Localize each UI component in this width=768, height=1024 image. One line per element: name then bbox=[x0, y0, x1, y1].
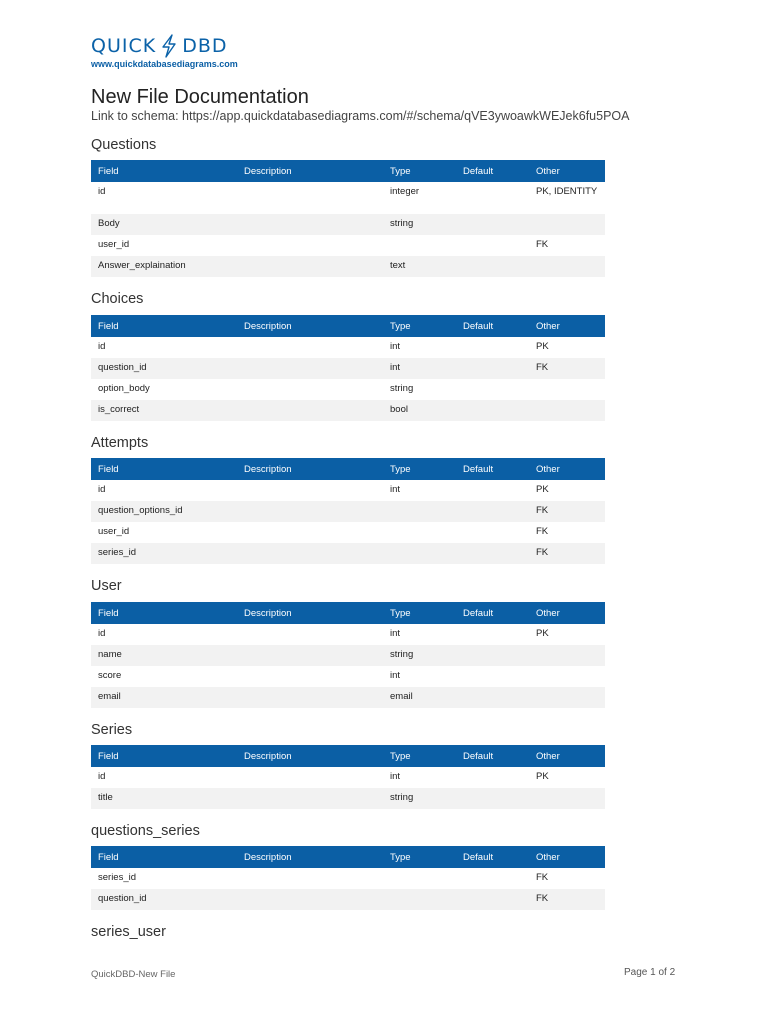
table-row bbox=[91, 256, 605, 277]
page-title: New File Documentation bbox=[91, 86, 309, 108]
field-cell: user_id bbox=[98, 526, 130, 537]
field-cell: id bbox=[98, 771, 106, 782]
section-title-choices: Choices bbox=[91, 291, 144, 307]
default-cell bbox=[456, 182, 529, 214]
other-cell: FK bbox=[536, 239, 549, 250]
type-cell: int bbox=[390, 628, 401, 639]
description-cell bbox=[237, 645, 383, 666]
column-header: Other bbox=[529, 458, 605, 480]
table-row bbox=[91, 235, 605, 256]
column-header: Description bbox=[237, 160, 383, 182]
column-header: Type bbox=[383, 745, 456, 767]
field-cell: id bbox=[98, 484, 106, 495]
default-cell bbox=[456, 501, 529, 522]
type-cell: text bbox=[383, 256, 456, 277]
column-header: Type bbox=[383, 160, 456, 182]
type-cell bbox=[383, 501, 456, 522]
column-header: Field bbox=[91, 745, 237, 767]
description-cell bbox=[237, 868, 383, 889]
table-row bbox=[91, 624, 605, 645]
description-cell bbox=[237, 182, 383, 214]
field-cell: score bbox=[98, 670, 122, 681]
column-header: Other bbox=[529, 745, 605, 767]
table-row bbox=[91, 687, 605, 708]
description-cell bbox=[237, 666, 383, 687]
default-cell bbox=[456, 645, 529, 666]
field-cell: user_id bbox=[98, 239, 130, 250]
quickdbd-logo bbox=[91, 33, 228, 59]
choices-table bbox=[91, 315, 605, 421]
section-title-series-user: series_user bbox=[91, 924, 166, 940]
field-cell: series_id bbox=[91, 543, 237, 564]
table-row bbox=[91, 666, 605, 687]
table-row bbox=[91, 889, 605, 910]
schema-link[interactable]: Link to schema: https://app.quickdatabasediagrams.com/#/schema/qVE3ywoawkWEJek6fu5POA bbox=[91, 109, 630, 123]
default-cell bbox=[456, 543, 529, 564]
column-header: Default bbox=[456, 315, 529, 337]
other-cell bbox=[529, 400, 605, 421]
table-row bbox=[91, 522, 605, 543]
default-cell bbox=[456, 522, 529, 543]
type-cell: string bbox=[383, 214, 456, 235]
column-header: Other bbox=[529, 160, 605, 182]
column-header: Type bbox=[383, 458, 456, 480]
table-header-row bbox=[91, 846, 605, 868]
user-table bbox=[91, 602, 605, 708]
table-header-row bbox=[91, 315, 605, 337]
column-header: Default bbox=[456, 846, 529, 868]
description-cell bbox=[237, 337, 383, 358]
table-header-row bbox=[91, 602, 605, 624]
column-header: Type bbox=[383, 602, 456, 624]
series-table bbox=[91, 745, 605, 809]
other-cell bbox=[529, 645, 605, 666]
field-cell: id bbox=[98, 341, 106, 352]
column-header: Type bbox=[383, 846, 456, 868]
column-header: Field bbox=[91, 160, 237, 182]
default-cell bbox=[456, 624, 529, 645]
type-cell bbox=[383, 889, 456, 910]
field-cell: id bbox=[98, 628, 106, 639]
description-cell bbox=[237, 522, 383, 543]
logo-quick-text: QUICK bbox=[91, 35, 157, 57]
description-cell bbox=[237, 501, 383, 522]
table-row bbox=[91, 214, 605, 235]
type-cell: int bbox=[390, 670, 401, 681]
table-row bbox=[91, 182, 605, 214]
field-cell: question_id bbox=[91, 358, 237, 379]
type-cell: integer bbox=[390, 186, 420, 197]
other-cell: PK, IDENTITY bbox=[536, 186, 598, 197]
description-cell bbox=[237, 379, 383, 400]
table-header-row bbox=[91, 160, 605, 182]
type-cell: string bbox=[383, 788, 456, 809]
other-cell bbox=[529, 788, 605, 809]
table-row bbox=[91, 358, 605, 379]
section-title-series: Series bbox=[91, 722, 133, 738]
description-cell bbox=[237, 687, 383, 708]
description-cell bbox=[237, 256, 383, 277]
field-cell: Body bbox=[91, 214, 237, 235]
default-cell bbox=[456, 480, 529, 501]
default-cell bbox=[456, 889, 529, 910]
field-cell: option_body bbox=[98, 383, 150, 394]
questions-series-table bbox=[91, 846, 605, 910]
column-header: Field bbox=[91, 846, 237, 868]
default-cell bbox=[456, 400, 529, 421]
questions-table bbox=[91, 160, 605, 277]
column-header: Other bbox=[529, 602, 605, 624]
lightning-bolt-icon bbox=[158, 34, 180, 58]
description-cell bbox=[237, 543, 383, 564]
other-cell bbox=[529, 379, 605, 400]
field-cell: name bbox=[91, 645, 237, 666]
default-cell bbox=[456, 379, 529, 400]
description-cell bbox=[237, 480, 383, 501]
column-header: Field bbox=[91, 458, 237, 480]
column-header: Field bbox=[91, 602, 237, 624]
type-cell: email bbox=[383, 687, 456, 708]
table-row bbox=[91, 400, 605, 421]
type-cell: int bbox=[390, 484, 401, 495]
section-title-questions-series: questions_series bbox=[91, 823, 200, 839]
other-cell: FK bbox=[529, 543, 605, 564]
logo-dbd-text: DBD bbox=[182, 35, 228, 57]
description-cell bbox=[237, 400, 383, 421]
type-cell: int bbox=[383, 358, 456, 379]
default-cell bbox=[456, 687, 529, 708]
default-cell bbox=[456, 235, 529, 256]
default-cell bbox=[456, 256, 529, 277]
other-cell: PK bbox=[536, 628, 549, 639]
table-header-row bbox=[91, 458, 605, 480]
other-cell: FK bbox=[536, 872, 549, 883]
other-cell: FK bbox=[529, 889, 605, 910]
column-header: Other bbox=[529, 846, 605, 868]
description-cell bbox=[237, 624, 383, 645]
website-url[interactable]: www.quickdatabasediagrams.com bbox=[91, 59, 238, 69]
description-cell bbox=[237, 214, 383, 235]
column-header: Default bbox=[456, 602, 529, 624]
field-cell: Answer_explaination bbox=[91, 256, 237, 277]
field-cell: question_id bbox=[91, 889, 237, 910]
column-header: Default bbox=[456, 458, 529, 480]
type-cell: string bbox=[390, 383, 414, 394]
column-header: Description bbox=[237, 846, 383, 868]
column-header: Other bbox=[529, 315, 605, 337]
column-header: Description bbox=[237, 745, 383, 767]
description-cell bbox=[237, 767, 383, 788]
other-cell: FK bbox=[529, 358, 605, 379]
other-cell: PK bbox=[536, 484, 549, 495]
attempts-table bbox=[91, 458, 605, 564]
other-cell bbox=[529, 687, 605, 708]
column-header: Default bbox=[456, 160, 529, 182]
column-header: Description bbox=[237, 602, 383, 624]
other-cell: PK bbox=[536, 771, 549, 782]
table-row bbox=[91, 379, 605, 400]
type-cell bbox=[383, 543, 456, 564]
type-cell bbox=[383, 522, 456, 543]
other-cell: FK bbox=[536, 526, 549, 537]
table-header-row bbox=[91, 745, 605, 767]
table-row bbox=[91, 788, 605, 809]
default-cell bbox=[456, 337, 529, 358]
table-row bbox=[91, 501, 605, 522]
column-header: Description bbox=[237, 315, 383, 337]
table-row bbox=[91, 337, 605, 358]
field-cell: id bbox=[98, 186, 106, 197]
field-cell: series_id bbox=[98, 872, 137, 883]
description-cell bbox=[237, 235, 383, 256]
description-cell bbox=[237, 788, 383, 809]
section-title-questions: Questions bbox=[91, 137, 157, 153]
table-row bbox=[91, 645, 605, 666]
other-cell bbox=[529, 214, 605, 235]
column-header: Type bbox=[383, 315, 456, 337]
type-cell bbox=[383, 868, 456, 889]
default-cell bbox=[456, 868, 529, 889]
description-cell bbox=[237, 889, 383, 910]
table-row bbox=[91, 767, 605, 788]
table-row bbox=[91, 868, 605, 889]
default-cell bbox=[456, 214, 529, 235]
default-cell bbox=[456, 666, 529, 687]
type-cell: string bbox=[383, 645, 456, 666]
column-header: Field bbox=[91, 315, 237, 337]
field-cell: is_correct bbox=[91, 400, 237, 421]
page-number: Page 1 of 2 bbox=[624, 967, 676, 978]
type-cell: int bbox=[390, 341, 401, 352]
footer-file-name: QuickDBD-New File bbox=[91, 969, 176, 980]
table-row bbox=[91, 480, 605, 501]
description-cell bbox=[237, 358, 383, 379]
other-cell: PK bbox=[536, 341, 549, 352]
other-cell bbox=[529, 666, 605, 687]
field-cell: email bbox=[91, 687, 237, 708]
other-cell: FK bbox=[529, 501, 605, 522]
column-header: Description bbox=[237, 458, 383, 480]
column-header: Default bbox=[456, 745, 529, 767]
table-row bbox=[91, 543, 605, 564]
default-cell bbox=[456, 767, 529, 788]
field-cell: title bbox=[91, 788, 237, 809]
default-cell bbox=[456, 788, 529, 809]
field-cell: question_options_id bbox=[91, 501, 237, 522]
type-cell bbox=[383, 235, 456, 256]
type-cell: int bbox=[390, 771, 401, 782]
section-title-attempts: Attempts bbox=[91, 435, 149, 451]
other-cell bbox=[529, 256, 605, 277]
default-cell bbox=[456, 358, 529, 379]
section-title-user: User bbox=[91, 578, 122, 594]
type-cell: bool bbox=[383, 400, 456, 421]
